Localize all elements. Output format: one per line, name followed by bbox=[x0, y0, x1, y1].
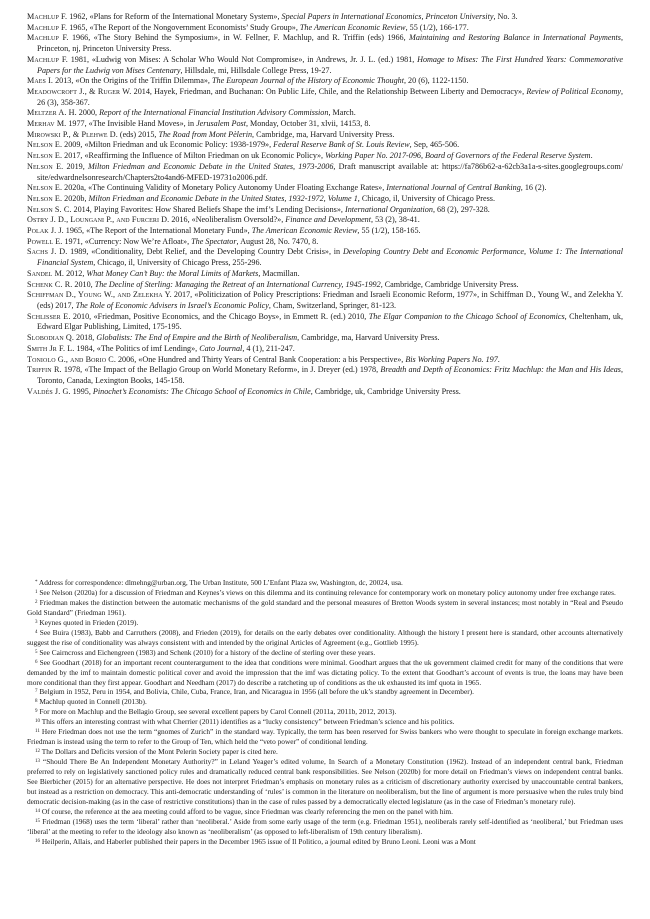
footnote bbox=[27, 628, 623, 648]
reference-text: , 4 (1), 211-247. bbox=[242, 343, 295, 353]
footnote bbox=[27, 648, 623, 658]
reference-text: , 68 (2), 297-328. bbox=[432, 204, 490, 214]
footnote-marker: 5 bbox=[35, 649, 38, 655]
reference-text: 2010, «Friedman, Positive Economics, and the Chicago Boys», in Emmett R. (ed.) 2010, bbox=[70, 311, 369, 321]
footnote bbox=[27, 598, 623, 618]
reference-text: , No. 3. bbox=[493, 12, 518, 21]
footnote-marker: 13 bbox=[35, 758, 40, 764]
reference-entry bbox=[27, 237, 623, 248]
footnote-text: Heilperin, Allais, and Haberler published their papers in the December 1965 issue of Il Politico, a journal edited by Bruno Leoni. Leoni was a Mont bbox=[40, 836, 476, 846]
reference-author: Sandel M. bbox=[27, 268, 65, 278]
reference-author: Schiffman D., Young W., and Zelekha Y. bbox=[27, 290, 172, 300]
reference-author: Triffin R. bbox=[27, 365, 62, 375]
reference-author: Powell E. bbox=[27, 236, 63, 246]
reference-author: Meadowcroft J., & Ruger W. bbox=[27, 86, 132, 96]
reference-title: The American Economic Review bbox=[299, 22, 406, 32]
footnote-text: “Should There Be An Independent Monetary Authority?” in Leland Yeager’s edited volume, In Search of a Monetary Constitution (1962). Instead of an independent central bank, Friedman preferred to rely on legislatively sanctioned policy rules and dramatically reduced central bank responsibilities. See Nelson (2020b) for more detail on Friedman’s views on independent central banks. See Bierbicher (2015) for an alternative perspective. He does not interpret Friedman’s emphasis on monetary rules as a criticism of discretionary authority exercised by unaccountable central bankers, but instead as a restriction on democracy. This anti-democratic understanding of ‘rules’ is common in the literature on neoliberalism, but the line of argument is more persuasive when the rules truly bind democratic decision-making (as in the case of restrictive constitutions) than in the case of rules passed by a democratically elected legislature (as in the case of Friedman’s monetary rule). bbox=[27, 757, 623, 806]
footnote bbox=[27, 588, 623, 598]
reference-entry bbox=[27, 247, 623, 268]
footnote bbox=[27, 747, 623, 757]
footnote bbox=[27, 697, 623, 707]
footnote bbox=[27, 837, 623, 847]
footnote bbox=[27, 717, 623, 727]
footnote-text: For more on Machlup and the Bellagio Group, see several excellent papers by Carol Connell (2011a, 2011b, 2012, 2013). bbox=[37, 707, 397, 717]
footnote-text: See Goodhart (2018) for an important recent counterargument to the idea that conditions were minimal. Goodhart argues that the uk government claimed credit for many of the conditions that were demanded by the imf to maintain domestic political cover and avoid the impression that the imf was dictating policy. To the extent that Goodhart’s account of events is true, the loans may have been more conditional than they first appear. Goodhart and Needham (2017) do describe a ratcheting up of conditions as the uk exhausted its imf quota in 1965. bbox=[27, 657, 623, 687]
footnote-text: Address for correspondence: dlmehng@urban.org, The Urban Institute, 500 L’Enfant Plaza sw, Washington, dc, 20024, usa. bbox=[37, 578, 403, 587]
reference-text: , Draft manuscript available at: https://fa786b62-a-62cb3a1a-s-sites.googlegroups.com/ site/edwardnelsonresearch/Chapters2to4and6-MFED-19731o2006.pdf. bbox=[37, 161, 624, 182]
reference-author: Sachs J. D. bbox=[27, 247, 68, 257]
reference-text: 1965, «The Report of the International Monetary Fund», bbox=[63, 226, 252, 236]
reference-title: What Money Can’t Buy: the Moral Limits of Markets bbox=[86, 268, 259, 278]
reference-title: The Elgar Companion to the Chicago School of Economics bbox=[368, 311, 565, 321]
reference-entry bbox=[27, 355, 623, 366]
reference-title: International Journal of Central Banking bbox=[386, 183, 521, 193]
reference-text: 2013, «On the Origins of the Triffin Dilemma», bbox=[53, 76, 212, 86]
reference-title: The Road from Mont Pèlerin bbox=[158, 129, 253, 139]
reference-text: 2016, «Neoliberalism Oversold?», bbox=[169, 215, 286, 225]
reference-entry bbox=[27, 344, 623, 355]
reference-entry bbox=[27, 365, 623, 386]
reference-title: Developing Country Debt and Economic Performance, Volume 1: The International Financial System bbox=[37, 247, 623, 268]
reference-text: 2010, bbox=[72, 279, 95, 289]
page bbox=[27, 12, 623, 397]
footnote-text: Here Friedman does not use the term “gnomes of Zurich” in the standard way. Typically, the term has been reserved for Swiss bankers who were thought to speculate in foreign exchange markets. Friedman is instead using the term to refer to the Group of Ten, which held the “veto power” of conditional lending. bbox=[27, 727, 623, 747]
reference-author: Nelson E. bbox=[27, 151, 63, 161]
reference-entry bbox=[27, 76, 623, 87]
reference-title: Milton Friedman and Economic Debate in the United States, 1973-2006 bbox=[87, 161, 334, 171]
reference-text: 1984, «The Politics of imf Lending», bbox=[74, 343, 200, 353]
reference-author: Nelson E. bbox=[27, 183, 63, 193]
footnote-text: Friedman (1968) uses the term ‘liberal’ rather than ‘neoliberal.’ Aside from some early usage of the term (e.g. Friedman 1951), neoliberals rarely self-identified as ‘neoliberal,’ but Friedman uses ‘liberal’ at the meeting to refer to the ideology also known as ‘neoliberalism’ (as opposed to left-liberalism of 19th century liberalism). bbox=[27, 816, 623, 836]
footnote-text: Friedman makes the distinction between the automatic mechanisms of the gold standard and the personal measures of Bretton Woods system in several instances; most notably in “Real and Pseudo Gold Standard” (Friedman 1961). bbox=[27, 597, 623, 617]
reference-text: 2000, bbox=[76, 108, 100, 118]
reference-text: 1971, «Currency: Now We’re Afloat», bbox=[62, 236, 192, 246]
footnote bbox=[27, 817, 623, 837]
reference-text: , Toronto, Canada, Lexington Books, 145-158. bbox=[37, 365, 624, 385]
reference-entry bbox=[27, 333, 623, 344]
reference-text: 2017, «Politicization of Policy Prescriptions: Friedman and Israeli Economic Reform, 1977», in Schiffman D., Young W., and Zelekha Y. (eds) 2017, bbox=[37, 290, 623, 310]
reference-entry bbox=[27, 119, 623, 130]
reference-text: , 20 (6), 1122-1150. bbox=[403, 76, 469, 86]
reference-text: , March. bbox=[328, 108, 356, 118]
reference-author: Maes I. bbox=[27, 76, 54, 86]
footnote-marker: 2 bbox=[35, 599, 38, 605]
footnote-marker: 1 bbox=[35, 589, 38, 595]
reference-title: Maintaining and Restoring Balance in International Payments bbox=[409, 33, 621, 43]
footnote-marker: 14 bbox=[35, 808, 40, 814]
reference-text: 2020b, bbox=[62, 193, 89, 203]
reference-author: Valdés J. G. bbox=[27, 386, 71, 396]
reference-author: Machlup F. bbox=[27, 54, 68, 64]
reference-text: (eds) 2015, bbox=[117, 129, 159, 139]
reference-text: 2020a, «The Continuing Validity of Monetary Policy Autonomy Under Floating Exchange Rates», bbox=[62, 183, 387, 193]
reference-title: The Decline of Sterling: Managing the Retreat of an International Currency, 1945-1992 bbox=[94, 279, 381, 289]
reference-entry bbox=[27, 312, 623, 333]
reference-title: Finance and Development bbox=[285, 215, 371, 225]
footnote-text: See Buira (1983), Babb and Carruthers (2008), and Frieden (2019), for details on the early debates over conditionality. Although the history I present here is standard, other accounts alternatively suggest the rise of conditionality was always consistent with and intended by the original Articles of Agreement (e.g., Gottlieb 1995). bbox=[27, 627, 623, 647]
reference-text: 2012, bbox=[64, 268, 87, 278]
reference-text: , 26 (3), 358-367. bbox=[37, 86, 623, 107]
footnote bbox=[27, 707, 623, 717]
footnotes-list bbox=[27, 578, 623, 847]
reference-author: Nelson S. C. bbox=[27, 204, 72, 214]
reference-text: , Sep, 465-506. bbox=[409, 140, 460, 150]
reference-entry bbox=[27, 23, 623, 34]
footnote-marker: 16 bbox=[35, 838, 40, 844]
reference-entry bbox=[27, 130, 623, 141]
reference-title: The Spectator bbox=[191, 236, 237, 246]
reference-text: 2009, «Milton Friedman and uk Economic Policy: 1938-1979», bbox=[62, 140, 274, 150]
reference-text: 1977, «The Invisible Hand Moves», in bbox=[66, 119, 197, 129]
reference-text: 1966, «The Story Behind the Symposium», in W. Fellner, F. Machlup, and R. Triffin (eds) 1966, bbox=[68, 33, 410, 43]
reference-author: Machlup F. bbox=[27, 12, 68, 21]
reference-entry bbox=[27, 55, 623, 76]
reference-entry bbox=[27, 108, 623, 119]
reference-text: . bbox=[497, 354, 500, 364]
reference-text: , Hillsdale, mi, Hillsdale College Press, 19-27. bbox=[180, 65, 332, 75]
reference-author: Nelson E. bbox=[27, 193, 63, 203]
reference-title: Jerusalem Post bbox=[196, 119, 246, 129]
reference-title: The Role of Economic Advisers in Israel’s Economic Policy bbox=[75, 300, 269, 310]
reference-entry bbox=[27, 87, 623, 108]
reference-text: , Macmillan. bbox=[258, 268, 300, 278]
reference-author: Machlup F. bbox=[27, 22, 68, 32]
footnote-text: This offers an interesting contrast with what Cherrier (2011) identifies as a “lucky consistency” between Friedman’s science and his politics. bbox=[40, 717, 455, 727]
reference-title: The American Economic Review bbox=[251, 226, 358, 236]
reference-text: 2018, bbox=[73, 333, 97, 343]
reference-title: Homage to Mises: The First Hundred Years: Commemorative Papers for the Ludwig von Mises Centenary bbox=[37, 54, 623, 75]
footnote-marker: 8 bbox=[35, 699, 38, 705]
reference-text: 1965, «The Report of the Nongovernment Economists’ Study Group», bbox=[67, 22, 300, 32]
reference-author: Slobodian Q. bbox=[27, 333, 74, 343]
footnote-marker: 7 bbox=[35, 689, 38, 695]
reference-title: Special Papers in International Economics, Princeton University bbox=[281, 12, 494, 21]
reference-title: Cato Journal bbox=[199, 343, 243, 353]
reference-author: Ostry J. D., Loungani P., and Furceri D. bbox=[27, 215, 170, 225]
reference-text: , Cheltenham, uk, Edward Elgar Publishing, Limited, 175-195. bbox=[37, 311, 623, 332]
reference-title: Bis Working Papers No. 197 bbox=[405, 354, 498, 364]
footnote-marker: 3 bbox=[35, 619, 38, 625]
reference-text: 2006, «One Hundred and Thirty Years of Central Bank Cooperation: a bis Perspective», bbox=[115, 354, 406, 364]
footnote-text: Machlup quoted in Connell (2013b). bbox=[37, 697, 147, 707]
reference-text: 2014, Hayek, Friedman, and Buchanan: On Public Life, Chile, and the Relationship Between Liberty and Democracy», bbox=[131, 86, 527, 96]
reference-entry bbox=[27, 269, 623, 280]
reference-entry bbox=[27, 151, 623, 162]
reference-text: , 55 (1/2), 158-165. bbox=[357, 226, 421, 236]
reference-author: Schlisser E. bbox=[27, 311, 71, 321]
reference-text: 1995, bbox=[70, 386, 93, 396]
footnote-text: See Nelson (2020a) for a discussion of Friedman and Keynes’s views on this dilemma and its continuing relevance for contemporary work on monetary policy autonomy under free exchange rates. bbox=[37, 587, 616, 597]
reference-entry bbox=[27, 183, 623, 194]
reference-entry bbox=[27, 140, 623, 151]
reference-author: Schenk C. R. bbox=[27, 279, 73, 289]
reference-title: Review of Political Economy bbox=[526, 86, 621, 96]
reference-author: Toniolo G., and Borio C. bbox=[27, 354, 116, 364]
reference-text: , Chicago, il, University of Chicago Press. bbox=[357, 193, 495, 203]
reference-author: Polak J. J. bbox=[27, 226, 64, 236]
reference-text: , August 28, No. 7470, 8. bbox=[236, 236, 319, 246]
footnote bbox=[27, 658, 623, 688]
footnote-text: Keynes quoted in Frieden (2019). bbox=[37, 617, 139, 627]
reference-author: Nelson E. bbox=[27, 140, 63, 150]
reference-author: Meltzer A. H. bbox=[27, 108, 77, 118]
footnote-marker: 10 bbox=[35, 719, 40, 725]
references-list bbox=[27, 12, 623, 397]
footnote-text: Belgium in 1952, Peru in 1954, and Bolivia, Chile, Cuba, France, Iran, and Nicaragua in 1956 (all before the uk’s standby agreement in December). bbox=[37, 687, 474, 697]
footnote-text: The Dollars and Deficits version of the Mont Pelerin Society paper is cited here. bbox=[40, 747, 278, 757]
reference-text: , Cambridge, ma, Harvard University Press. bbox=[297, 333, 440, 343]
reference-entry bbox=[27, 215, 623, 226]
reference-author: Merhav M. bbox=[27, 119, 67, 129]
reference-title: Working Paper No. 2017-096, Board of Governors of the Federal Reserve System bbox=[325, 151, 591, 161]
reference-text: 2019, bbox=[63, 161, 88, 171]
reference-entry bbox=[27, 194, 623, 205]
reference-entry bbox=[27, 280, 623, 291]
reference-text: 1981, «Ludwig von Mises: A Scholar Who Would Not Compromise», in Andrews, Jr. J. L. (ed.) 1981, bbox=[67, 54, 418, 64]
footnote-marker: 11 bbox=[35, 729, 40, 735]
reference-text: 2017, «Reaffirming the Influence of Milton Friedman on uk Economic Policy», bbox=[62, 151, 326, 161]
reference-title: Milton Friedman and Economic Debate in the United States, 1932-1972, Volume 1 bbox=[88, 193, 358, 203]
reference-text: , Cham, Switzerland, Springer, 81-123. bbox=[268, 300, 397, 310]
reference-author: Machlup F. bbox=[27, 33, 69, 43]
reference-title: The European Journal of the History of Economic Thought bbox=[212, 76, 404, 86]
footnote-marker: 4 bbox=[35, 629, 38, 635]
footnote bbox=[27, 618, 623, 628]
reference-text: , 53 (2), 38-41. bbox=[371, 215, 420, 225]
reference-title: Pinochet’s Economists: The Chicago School of Economics in Chile bbox=[92, 386, 311, 396]
footnote bbox=[27, 687, 623, 697]
footnote bbox=[27, 578, 623, 588]
footnote bbox=[27, 727, 623, 747]
reference-entry bbox=[27, 387, 623, 398]
footnote bbox=[27, 757, 623, 807]
footnote-marker: * bbox=[35, 579, 38, 585]
reference-entry bbox=[27, 205, 623, 216]
reference-text: , 16 (2). bbox=[520, 183, 547, 193]
reference-author: Mirowski P., & Plehwe D. bbox=[27, 129, 118, 139]
reference-author: Smith Jr F. L. bbox=[27, 343, 75, 353]
footnote-text: Of course, the reference at the aea meeting could afford to be vague, since Friedman was clearly referencing the men on the panel with him. bbox=[40, 806, 453, 816]
reference-entry bbox=[27, 226, 623, 237]
reference-text: 1978, «The Impact of the Bellagio Group on World Monetary Reform», in J. Dreyer (ed.) 1978, bbox=[61, 365, 381, 375]
reference-entry bbox=[27, 12, 623, 23]
reference-text: . bbox=[590, 151, 593, 161]
reference-title: Report of the International Financial Institution Advisory Commission bbox=[99, 108, 329, 118]
reference-text: , Cambridge, ma, Harvard University Press. bbox=[252, 129, 395, 139]
reference-entry bbox=[27, 290, 623, 311]
reference-entry bbox=[27, 162, 623, 183]
reference-text: , 55 (1/2), 166-177. bbox=[405, 22, 469, 32]
reference-text: , Chicago, il, University of Chicago Press, 255-296. bbox=[93, 258, 262, 268]
reference-text: , Princeton, nj, Princeton University Press. bbox=[37, 33, 623, 54]
reference-title: Breadth and Depth of Economics: Fritz Machlup: the Man and His Ideas bbox=[380, 365, 621, 375]
reference-text: 2014, Playing Favorites: How Shared Beliefs Shape the imf’s Lending Decisions», bbox=[71, 204, 345, 214]
reference-title: Federal Reserve Bank of St. Louis Review bbox=[273, 140, 410, 150]
reference-text: , Monday, October 31, xlvii, 14153, 8. bbox=[245, 119, 371, 129]
reference-text: , Cambridge, uk, Cambridge University Press. bbox=[310, 386, 461, 396]
footnote-marker: 12 bbox=[35, 749, 40, 755]
reference-text: 1989, «Conditionality, Debt Relief, and the Developing Country Debt Crisis», in bbox=[67, 247, 343, 257]
footnote-marker: 6 bbox=[35, 659, 38, 665]
reference-title: Globalists: The End of Empire and the Birth of Neoliberalism bbox=[96, 333, 298, 343]
reference-entry bbox=[27, 33, 623, 54]
reference-title: International Organization bbox=[344, 204, 433, 214]
footnote bbox=[27, 807, 623, 817]
footnote-marker: 9 bbox=[35, 709, 38, 715]
reference-author: Nelson E. bbox=[27, 161, 64, 171]
footnote-marker: 15 bbox=[35, 818, 40, 824]
reference-text: , Cambridge, Cambridge University Press. bbox=[380, 279, 519, 289]
reference-text: 1962, «Plans for Reform of the International Monetary System», bbox=[67, 12, 282, 21]
footnote-text: See Cairncross and Eichengreen (1983) and Schenk (2010) for a history of the decline of sterling over these years. bbox=[37, 647, 376, 657]
